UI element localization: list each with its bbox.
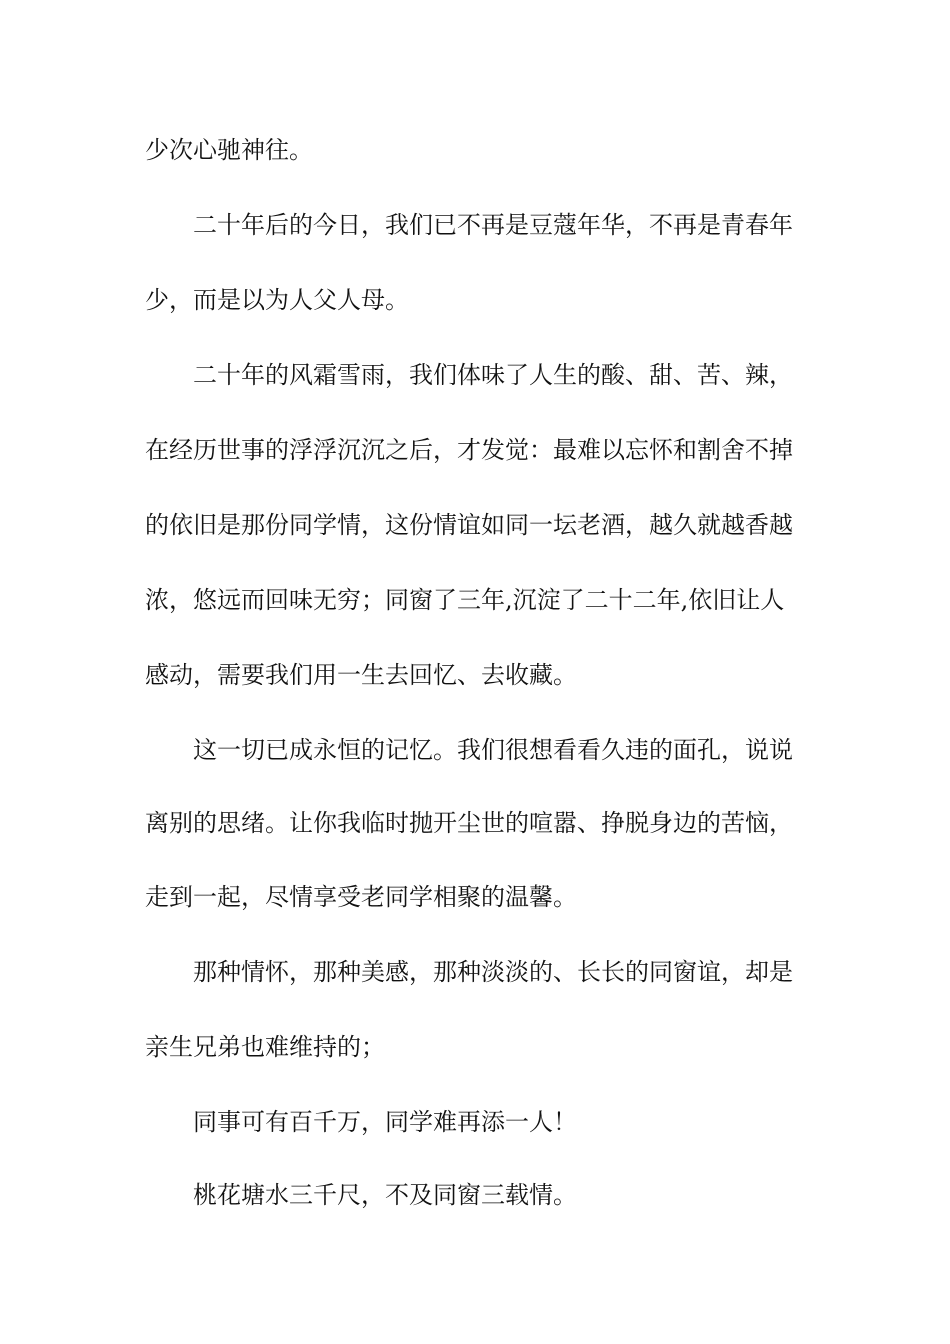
paragraph-first-line: 同事可有百千万，同学难再添一人！ <box>193 1108 577 1136</box>
text-line: 走到一起，尽情享受老同学相聚的温馨。 <box>145 883 577 911</box>
paragraph-first-line: 桃花塘水三千尺，不及同窗三载情。 <box>193 1181 577 1209</box>
paragraph-first-line: 这一切已成永恒的记忆。我们很想看看久违的面孔，说说 <box>193 736 793 764</box>
text-line: 少次心驰神往。 <box>145 136 313 164</box>
text-line: 的依旧是那份同学情，这份情谊如同一坛老酒，越久就越香越 <box>145 511 793 539</box>
paragraph-first-line: 那种情怀，那种美感，那种淡淡的、长长的同窗谊，却是 <box>193 958 793 986</box>
text-line: 亲生兄弟也难维持的； <box>145 1033 385 1061</box>
text-line: 少，而是以为人父人母。 <box>145 286 409 314</box>
text-line: 在经历世事的浮浮沉沉之后，才发觉：最难以忘怀和割舍不掉 <box>145 436 793 464</box>
text-line: 离别的思绪。让你我临时抛开尘世的喧嚣、挣脱身边的苦恼， <box>145 809 793 837</box>
text-line: 浓，悠远而回味无穷；同窗了三年,沉淀了二十二年,依旧让人 <box>145 586 785 614</box>
text-line: 感动，需要我们用一生去回忆、去收藏。 <box>145 661 577 689</box>
paragraph-first-line: 二十年的风霜雪雨，我们体味了人生的酸、甜、苦、辣， <box>193 361 793 389</box>
paragraph-first-line: 二十年后的今日，我们已不再是豆蔻年华，不再是青春年 <box>193 211 793 239</box>
